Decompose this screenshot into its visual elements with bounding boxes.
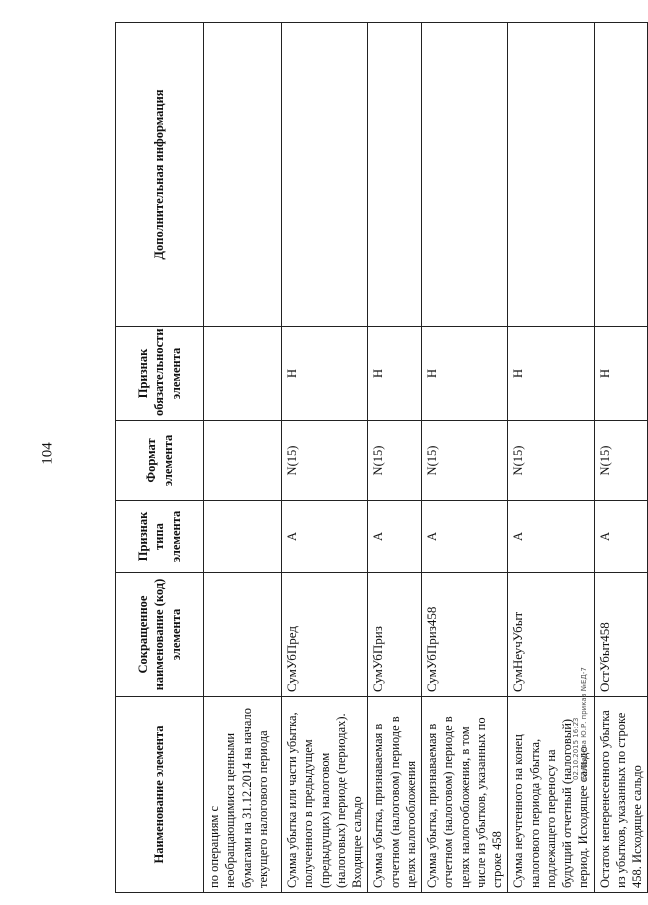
header-element-format: Формат элемента — [116, 421, 204, 501]
table-row — [594, 23, 648, 893]
cell-code: СумУбПриз458 — [422, 573, 508, 697]
cell-code — [204, 573, 282, 697]
cell-required: Н — [282, 327, 368, 421]
cell-code: ОстУбыт458 — [594, 573, 648, 697]
cell-format: N(15) — [594, 421, 648, 501]
cell-info — [204, 23, 282, 327]
header-additional-info: Дополнительная информация — [116, 23, 204, 327]
cell-info — [368, 23, 422, 327]
registration-stamp — [572, 667, 596, 780]
cell-format: N(15) — [422, 421, 508, 501]
cell-name: Сумма убытка или части убытка, полученного в предыдущем (предыдущих) налоговом (налоговых) периоде (периодах). Входящее сальдо — [282, 697, 368, 893]
cell-name: Сумма убытка, признаваемая в отчетном (налоговом) периоде в целях налогообложения, в том числе из убытков, указанных по строке 458 — [422, 697, 508, 893]
cell-required — [204, 327, 282, 421]
stamp-line-date: 02.10.2015 16:23 — [572, 717, 580, 780]
table-row — [282, 23, 368, 893]
cell-type: А — [508, 501, 594, 573]
cell-format: N(15) — [368, 421, 422, 501]
cell-code: СумУбПриз — [368, 573, 422, 697]
cell-type: А — [282, 501, 368, 573]
cell-name: Сумма неучтенного на конец налогового периода убытка, подлежащего переносу на будущий отчетный (налоговый) период. Исходящее сальдо — [508, 697, 594, 893]
cell-name: Сумма убытка, признаваемая в отчетном (налоговом) периоде в целях налогообложения — [368, 697, 422, 893]
cell-code: СумНеучУбыт — [508, 573, 594, 697]
header-element-code: Сокращенное наименование (код) элемента — [116, 573, 204, 697]
page-number: 104 — [39, 442, 56, 465]
cell-type — [204, 501, 282, 573]
header-element-name: Наименование элемента — [116, 697, 204, 893]
cell-info — [282, 23, 368, 327]
cell-type: А — [368, 501, 422, 573]
cell-name: по операциям с необращающимися ценными бумагами на 31.12.2014 на начало текущего налогового периода — [204, 697, 282, 893]
cell-required: Н — [594, 327, 648, 421]
cell-info — [594, 23, 648, 327]
cell-required: Н — [508, 327, 594, 421]
cell-info — [508, 23, 594, 327]
stamp-line-signer: Бондарева Ю.Р. приказ №ЕД-7 — [580, 667, 589, 780]
table-row — [204, 23, 282, 893]
cell-name: Остаток неперенесенного убытка из убытков, указанных по строке 458. Исходящее сальдо — [594, 697, 648, 893]
cell-required: Н — [422, 327, 508, 421]
cell-type: А — [422, 501, 508, 573]
cell-format — [204, 421, 282, 501]
cell-type: А — [594, 501, 648, 573]
cell-required: Н — [368, 327, 422, 421]
header-element-required: Признак обязательности элемента — [116, 327, 204, 421]
element-spec-table — [115, 22, 648, 893]
cell-format: N(15) — [282, 421, 368, 501]
cell-format: N(15) — [508, 421, 594, 501]
table-row — [368, 23, 422, 893]
table-row — [422, 23, 508, 893]
cell-info — [422, 23, 508, 327]
table-header-row — [116, 23, 204, 893]
cell-code: СумУбПред — [282, 573, 368, 697]
header-element-type: Признак типа элемента — [116, 501, 204, 573]
